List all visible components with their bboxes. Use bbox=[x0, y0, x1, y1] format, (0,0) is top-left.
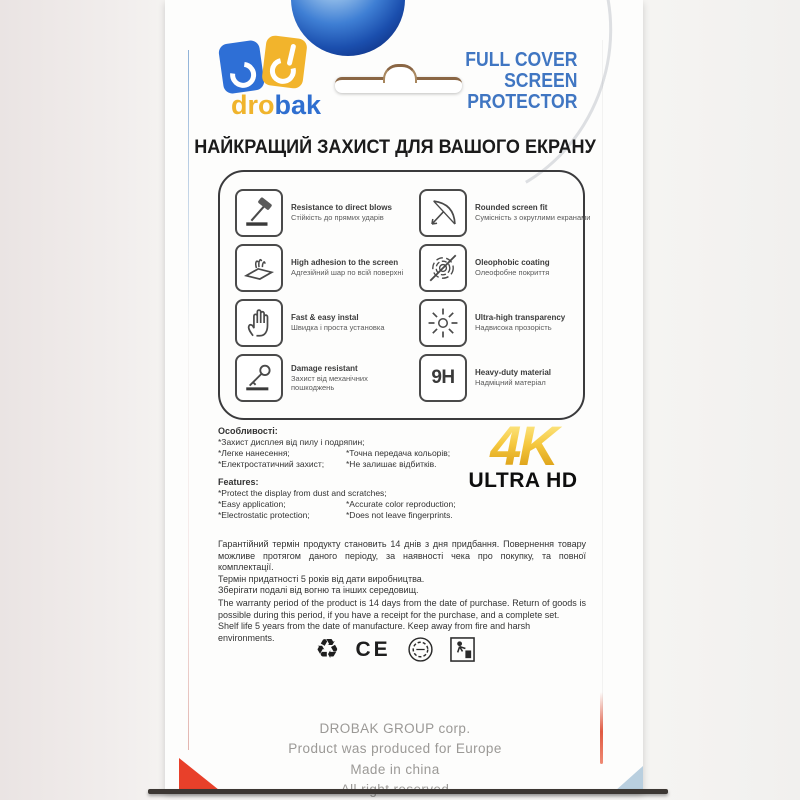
tagline-line: PROTECTOR bbox=[466, 90, 577, 113]
footer-line-company: DROBAK GROUP corp. bbox=[319, 721, 471, 736]
feature-item bbox=[419, 350, 593, 405]
feature-text-ua: Надміцний матеріал bbox=[475, 378, 546, 387]
features-list-ua-line: *Легке нанесення; bbox=[218, 448, 290, 458]
blue-corner-accent bbox=[615, 766, 643, 791]
recycle-icon: ♻ bbox=[315, 634, 340, 664]
feature-text-en: Fast & easy instal bbox=[291, 313, 359, 322]
fingerprint-icon bbox=[419, 244, 467, 292]
feature-text-ua: Захист від механічних пошкоджень bbox=[291, 373, 368, 392]
logo-arc-icon bbox=[225, 57, 261, 93]
feature-text-en: High adhesion to the screen bbox=[291, 258, 399, 267]
warranty-en-line: Shelf life 5 years from the date of manufacture. Keep away from fire and harsh environments. bbox=[218, 621, 531, 643]
features-list-ua-line: *Електростатичний захист; bbox=[218, 459, 325, 469]
adhesion-icon bbox=[235, 244, 283, 292]
warranty-en-paragraph: The warranty period of the product is 14 days from the date of purchase. Return of goods is possible during this period, if you have a receipt for the purchase, and a complete set. bbox=[218, 598, 586, 620]
hang-hole-bump bbox=[383, 64, 417, 83]
logo-arc-icon bbox=[265, 53, 301, 89]
manufacturer-info bbox=[165, 719, 625, 800]
features-list-ua-title: Особливості: bbox=[218, 426, 278, 436]
features-list-ua-line: *Захист дисплея від пилу і подряпин; bbox=[218, 437, 365, 447]
feature-text-ua: Олеофобне покриття bbox=[475, 268, 550, 277]
nine-h-text: 9H bbox=[431, 366, 455, 388]
red-corner-accent bbox=[179, 758, 219, 790]
logo-text-dro: dro bbox=[230, 90, 275, 120]
feature-item bbox=[419, 185, 593, 240]
certification-seal-icon bbox=[407, 636, 434, 663]
feature-text-ua: Швидка і проста установка bbox=[291, 323, 385, 332]
feature-text-en: Damage resistant bbox=[291, 363, 358, 373]
feature-text-en: Heavy-duty material bbox=[475, 368, 552, 377]
feature-text-ua: Стійкість до прямих ударів bbox=[291, 213, 384, 222]
feature-item bbox=[235, 350, 409, 405]
features-list-en-line: *Does not leave fingerprints. bbox=[346, 510, 453, 520]
features-list-en-title: Features: bbox=[218, 477, 259, 487]
feature-item bbox=[419, 295, 593, 350]
features-box bbox=[218, 170, 591, 420]
features-list-en bbox=[218, 477, 480, 521]
hammer-icon bbox=[235, 189, 283, 237]
warranty-ua-line: Зберігати подалі від вогню та інших середовищ. bbox=[218, 585, 419, 595]
features-list-ua-line: *Не залишає відбитків. bbox=[346, 459, 437, 469]
tagline-line: FULL COVER bbox=[464, 49, 577, 71]
badge-ultra-hd-text: ULTRA HD bbox=[468, 469, 578, 492]
badge-4k-ultra-hd bbox=[463, 414, 583, 493]
footer-line-produced: Product was produced for Europe bbox=[288, 741, 502, 757]
headline: НАЙКРАЩИЙ ЗАХИСТ ДЛЯ ВАШОГО ЕКРАНУ bbox=[194, 137, 596, 158]
product-package bbox=[165, 0, 643, 792]
footer-line-made-in: Made in china bbox=[350, 761, 440, 777]
logo-wordmark bbox=[213, 90, 339, 121]
package-bottom-edge bbox=[148, 789, 668, 794]
feature-item bbox=[235, 240, 409, 295]
certification-icons bbox=[165, 636, 625, 663]
warranty-text-ua bbox=[218, 539, 586, 597]
feature-text-ua: Сумісність з округлими екранами bbox=[475, 213, 591, 222]
key-icon bbox=[235, 354, 283, 402]
warranty-ua-line: Термін придатності 5 років від дати виробництва. bbox=[218, 573, 425, 584]
features-list-ua-line: *Точна передача кольорів; bbox=[346, 448, 451, 458]
drobak-logo bbox=[211, 34, 341, 124]
features-list-en-line: *Accurate color reproduction; bbox=[346, 499, 456, 509]
warranty-ua-paragraph: Гарантійний термін продукту становить 14 днів з дня придбання. Повернення товару можливе протягом даного періоду, за наявності чека про покупку, та повної комплектації. bbox=[218, 539, 586, 572]
feature-text-ua: Адгезійний шар по всій поверхні bbox=[291, 268, 404, 277]
hand-icon bbox=[235, 299, 283, 347]
features-list-en-line: *Easy application; bbox=[218, 499, 286, 509]
tagline-line: SCREEN bbox=[503, 69, 577, 92]
product-tagline bbox=[465, 50, 577, 112]
feature-item bbox=[235, 185, 409, 240]
feature-text-en: Rounded screen fit bbox=[475, 203, 548, 212]
feature-text-en: Ultra-high transparency bbox=[475, 313, 566, 322]
features-list-en-line: *Protect the display from dust and scratches; bbox=[218, 488, 387, 498]
rounded-corner-icon bbox=[419, 189, 467, 237]
feature-item bbox=[235, 295, 409, 350]
feature-item bbox=[419, 240, 593, 295]
logo-text-bak: bak bbox=[274, 90, 322, 120]
logo-blue-square bbox=[218, 39, 266, 94]
features-list-ua bbox=[218, 426, 480, 470]
badge-4k-text: 4K bbox=[463, 420, 583, 472]
feature-text-ua: Надвисока прозорість bbox=[475, 323, 552, 332]
logo-yellow-square bbox=[261, 35, 308, 90]
features-list-en-line: *Electrostatic protection; bbox=[218, 510, 310, 520]
feature-text-en: Resistance to direct blows bbox=[291, 203, 392, 212]
sun-icon bbox=[419, 299, 467, 347]
nine-h-badge bbox=[419, 354, 467, 402]
tidyman-icon bbox=[450, 637, 475, 662]
ce-mark: CE bbox=[355, 637, 391, 661]
feature-text-en: Oleophobic coating bbox=[475, 258, 550, 267]
